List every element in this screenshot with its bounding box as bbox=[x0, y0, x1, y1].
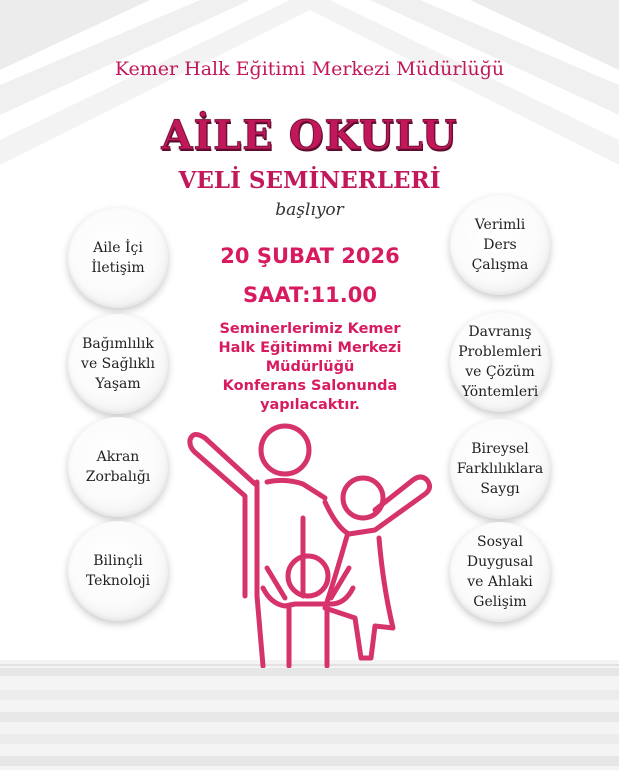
topic-circle-aile-ici-iletisim bbox=[68, 208, 168, 308]
topic-label bbox=[86, 447, 151, 487]
organization-name: Kemer Halk Eğitimi Merkezi Müdürlüğü bbox=[114, 58, 505, 80]
topic-circle-bilincli-teknoloji bbox=[68, 521, 168, 621]
topic-line: Bilinçli bbox=[93, 553, 143, 569]
event-date: 20 ŞUBAT 2026 bbox=[220, 244, 400, 268]
topic-label bbox=[457, 439, 544, 499]
topic-line: Davranış bbox=[468, 324, 532, 340]
topic-line: ve Çözüm bbox=[465, 364, 535, 380]
topic-line: Aile İçi bbox=[93, 240, 143, 256]
page-title: AİLE OKULU bbox=[161, 112, 458, 159]
topic-line: Sosyal bbox=[477, 534, 523, 550]
topic-line: Verimli bbox=[474, 217, 526, 233]
topic-line: ve Sağlıklı bbox=[81, 356, 155, 372]
info-line: Müdürlüğü bbox=[265, 359, 355, 375]
topic-label bbox=[458, 322, 541, 402]
topic-line: Duygusal bbox=[466, 554, 534, 570]
family-icon bbox=[185, 418, 435, 668]
topic-line: Teknoloji bbox=[85, 573, 151, 589]
topic-circle-bagimlilik bbox=[68, 314, 168, 414]
event-time: SAAT:11.00 bbox=[243, 283, 377, 307]
topic-line: Gelişim bbox=[473, 594, 527, 610]
topic-line: Bireysel bbox=[471, 441, 529, 457]
topic-line: Bağımlılık bbox=[82, 336, 154, 352]
info-line: Seminerlerimiz Kemer bbox=[219, 321, 401, 337]
topic-line: Yöntemleri bbox=[461, 384, 539, 400]
topic-line: Ders bbox=[483, 237, 517, 253]
topic-label bbox=[91, 238, 144, 278]
topic-label bbox=[472, 215, 529, 275]
event-info bbox=[200, 320, 420, 415]
topic-circle-verimli-ders-calisma bbox=[450, 195, 550, 295]
topic-line: İletişim bbox=[91, 260, 145, 276]
topic-label bbox=[86, 551, 150, 591]
topic-line: Problemleri bbox=[458, 344, 542, 360]
topic-line: ve Ahlaki bbox=[467, 574, 533, 590]
info-line: Konferans Salonunda bbox=[222, 378, 398, 394]
topic-line: Çalışma bbox=[471, 257, 529, 273]
topic-circle-sosyal-duygusal bbox=[450, 522, 550, 622]
topic-circle-akran-zorbaligi bbox=[68, 417, 168, 517]
topic-line: Zorbalığı bbox=[85, 469, 151, 485]
begins-text: başlıyor bbox=[275, 200, 344, 220]
topic-circle-davranis-problemleri bbox=[450, 312, 550, 412]
topic-label bbox=[81, 334, 155, 394]
topic-line: Saygı bbox=[480, 481, 520, 497]
topic-line: Farklılıklara bbox=[456, 461, 544, 477]
info-line: yapılacaktır. bbox=[260, 397, 360, 413]
topic-label bbox=[467, 532, 533, 612]
topic-line: Yaşam bbox=[95, 376, 141, 392]
subtitle: VELİ SEMİNERLERİ bbox=[178, 167, 441, 194]
topic-circle-bireysel-farkliliklar bbox=[450, 419, 550, 519]
info-line: Halk Eğitimmi Merkezi bbox=[218, 340, 402, 356]
topic-line: Akran bbox=[96, 449, 140, 465]
